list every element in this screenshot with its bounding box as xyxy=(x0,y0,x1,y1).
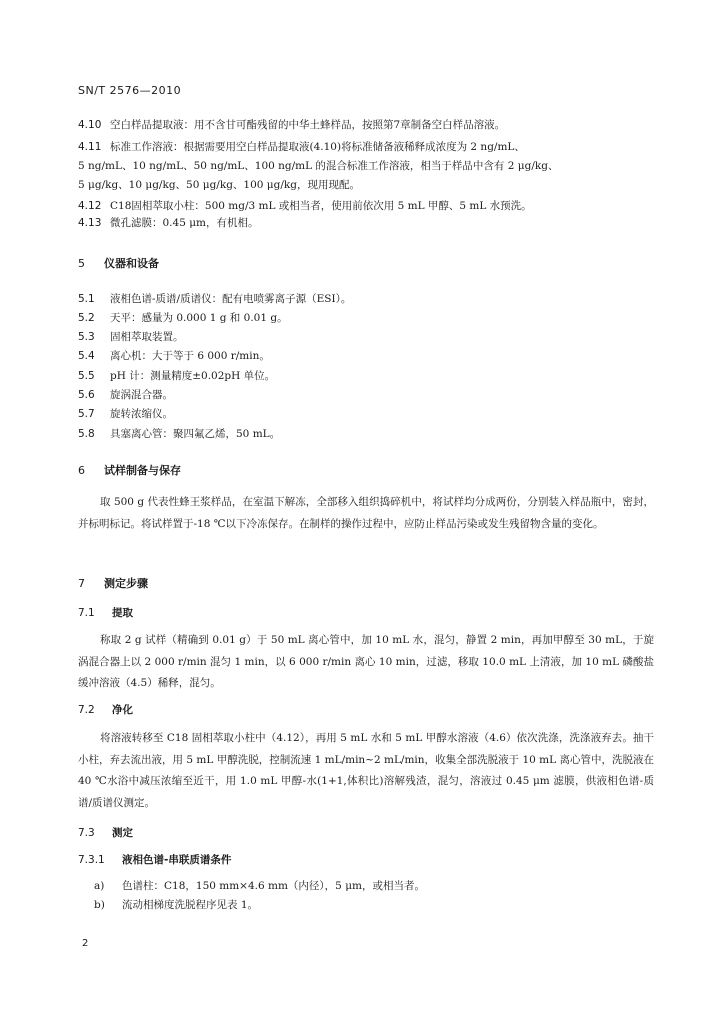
subsection-7-2-heading: 7.2 净化 xyxy=(78,704,133,716)
item-5-5: 5.5 pH 计：测量精度±0.02pH 单位。 xyxy=(78,370,276,382)
subsection-7-1-heading: 7.1 提取 xyxy=(78,607,133,619)
item-5-1: 5.1 液相色谱-质谱/质谱仪：配有电喷雾离子源（ESI）。 xyxy=(78,293,352,305)
section-6-heading: 6 试样制备与保存 xyxy=(78,464,181,477)
subsection-7-1-paragraph: 称取 2 g 试样（精确到 0.01 g）于 50 mL 离心管中，加 10 mL 水，混匀，静置 2 min，再加甲醇至 30 mL，于旋涡混合器上以 2 000 r/min 混匀 1 min，以 6 000 r/min 离心 10 min，过滤，移取 10.0 mL 上清液，加 10 mL 磷酸盐缓冲溶液（4.5）稀释，混匀。 xyxy=(78,634,654,689)
clause-4-11-line3: 5 μg/kg、10 μg/kg、50 μg/kg、100 μg/kg，现用现配。 xyxy=(78,179,360,191)
section-6-paragraph: 取 500 g 代表性蜂王浆样品，在室温下解冻，全部移入组织捣碎机中，将试样均分成两份，分别装入样品瓶中，密封，并标明标记。将试样置于-18 ℃以下冷冻保存。在制样的操作过程中，应防止样品污染或发生残留物含量的变化。 xyxy=(78,496,654,530)
item-7-3-1-a: a) 色谱柱：C18，150 mm×4.6 mm（内径），5 μm，或相当者。 xyxy=(94,880,425,892)
item-5-7: 5.7 旋转浓缩仪。 xyxy=(78,408,173,420)
item-5-8: 5.8 具塞离心管：聚四氟乙烯，50 mL。 xyxy=(78,428,281,440)
section-7-heading: 7 测定步骤 xyxy=(78,577,148,590)
standard-header: SN/T 2576—2010 xyxy=(78,84,182,97)
page-number: 2 xyxy=(82,938,89,949)
clause-4-11: 4.11 标准工作溶液：根据需要用空白样品提取液(4.10)将标准储备液稀释成浓度为 2 ng/mL、 xyxy=(78,141,525,153)
item-5-2: 5.2 天平：感量为 0.000 1 g 和 0.01 g。 xyxy=(78,312,288,324)
subsection-7-2-paragraph: 将溶液转移至 C18 固相萃取小柱中（4.12），再用 5 mL 水和 5 mL 甲醇水溶液（4.6）依次洗涤，洗涤液弃去。抽干小柱，弃去流出液，用 5 mL 甲醇洗脱，控制流速 1 mL/min~2 mL/min，收集全部洗脱液于 10 mL 离心管中，洗脱液在 40 ℃水浴中减压浓缩至近干，用 1.0 mL 甲醇-水(1+1,体积比)溶解残渣，混匀，溶液过 0.45 μm 滤膜，供液相色谱-质谱/质谱仪测定。 xyxy=(78,732,654,809)
clause-4-11-line2: 5 ng/mL、10 ng/mL、50 ng/mL、100 ng/mL 的混合标准工作溶液，相当于样品中含有 2 μg/kg、 xyxy=(78,160,559,172)
clause-4-10: 4.10 空白样品提取液：用不含甘可酯残留的中华土蜂样品，按照第7章制备空白样品溶液。 xyxy=(78,119,506,131)
subsection-7-3-heading: 7.3 测定 xyxy=(78,827,133,839)
item-5-4: 5.4 离心机：大于等于 6 000 r/min。 xyxy=(78,350,270,362)
section-5-heading: 5 仪器和设备 xyxy=(78,257,159,270)
clause-4-13: 4.13 微孔滤膜：0.45 μm，有机相。 xyxy=(78,217,259,229)
clause-4-12: 4.12 C18固相萃取小柱：500 mg/3 mL 或相当者，使用前依次用 5 mL 甲醇、5 mL 水预洗。 xyxy=(78,200,532,212)
item-5-3: 5.3 固相萃取装置。 xyxy=(78,331,184,343)
item-7-3-1-b: b) 流动相梯度洗脱程序见表 1。 xyxy=(94,899,259,911)
item-5-6: 5.6 旋涡混合器。 xyxy=(78,389,173,401)
subsection-7-3-1-heading: 7.3.1 液相色谱-串联质谱条件 xyxy=(78,854,232,866)
